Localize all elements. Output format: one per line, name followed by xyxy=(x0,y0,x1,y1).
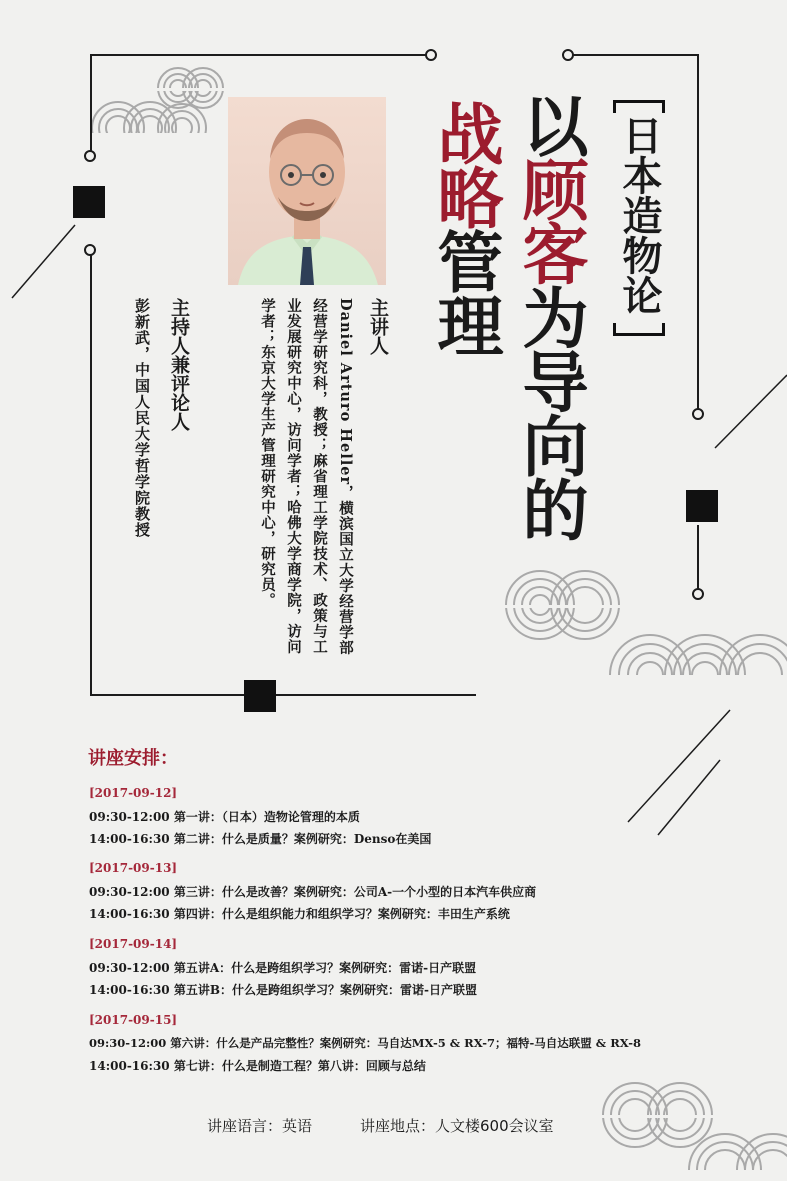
title-part-yi: 以 xyxy=(511,92,589,156)
schedule-item: 09:30-12:00 第六讲：什么是产品完整性？案例研究：马自达MX-5 & RX-7；福特-马自达联盟 & RX-8 xyxy=(89,1036,642,1050)
speaker-bio: Daniel Arturo Heller，横滨国立大学经营学部经营学研究科，教授；麻省理工学院技术、政策与工业发展研究中心，访问学者；哈佛大学商学院，访问学者；东京大学生产管理研究中心，研究员。 xyxy=(259,298,354,656)
footer-venue: 讲座地点：人文楼600会议室 xyxy=(360,1117,554,1135)
schedule-date-2: [2017-09-13] xyxy=(89,861,178,875)
schedule-date-3: [2017-09-14] xyxy=(89,937,178,951)
schedule-item: 09:30-12:00 第五讲A：什么是跨组织学习？案例研究：雷诺-日产联盟 xyxy=(89,961,477,975)
title-part-guanli: 管理 xyxy=(426,228,504,356)
speaker-photo xyxy=(228,97,386,285)
host-role: 主持人兼评论人 xyxy=(168,298,190,431)
schedule-date-4: [2017-09-15] xyxy=(89,1013,178,1027)
title-part-zhanlue: 战略 xyxy=(426,100,504,228)
schedule-item: 14:00-16:30 第五讲B：什么是跨组织学习？案例研究：雷诺-日产联盟 xyxy=(89,983,477,997)
schedule-date-1: [2017-09-12] xyxy=(89,786,178,800)
title-part-wei-daoxiang: 为导向的 xyxy=(511,284,589,540)
schedule-item: 14:00-16:30 第七讲：什么是制造工程？第八讲：回顾与总结 xyxy=(89,1059,426,1073)
host-desc: 彭新武，中国人民大学哲学院教授 xyxy=(133,298,151,538)
main-title-column-1 xyxy=(510,92,590,540)
schedule-item: 14:00-16:30 第二讲：什么是质量？案例研究：Denso在美国 xyxy=(89,832,432,846)
schedule-item: 09:30-12:00 第一讲：（日本）造物论管理的本质 xyxy=(89,810,360,824)
footer-language: 讲座语言：英语 xyxy=(207,1117,313,1135)
title-part-guke: 顾客 xyxy=(511,156,589,284)
schedule-heading: 讲座安排： xyxy=(88,748,178,769)
schedule-item: 09:30-12:00 第三讲：什么是改善？案例研究：公司A-一个小型的日本汽车供应商 xyxy=(89,885,537,899)
series-title: 日本造物论 xyxy=(616,115,663,315)
series-title-bracket xyxy=(613,100,665,336)
speaker-role: 主讲人 xyxy=(367,298,389,355)
main-title-column-2 xyxy=(425,100,505,356)
schedule-item: 14:00-16:30 第四讲：什么是组织能力和组织学习？案例研究：丰田生产系统 xyxy=(89,907,510,921)
